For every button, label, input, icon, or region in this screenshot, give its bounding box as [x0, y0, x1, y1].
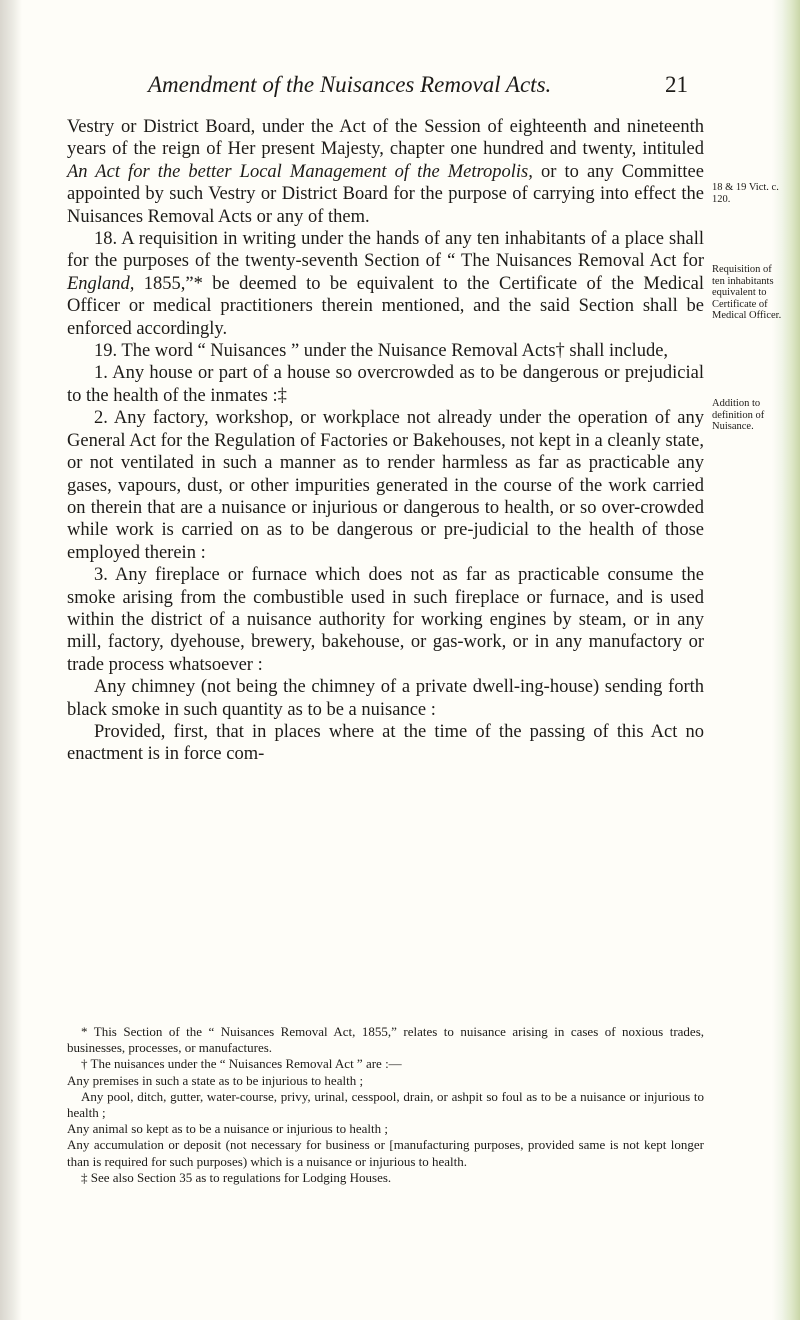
text-run: 18. A requisition in writing under the hands of any ten inhabitants of a place shall for the purposes of the twenty-seventh Section of “ The Nuisances Removal Act for	[67, 229, 704, 272]
footnote-dagger-line: Any animal so kept as to be a nuisance or injurious to health ;	[67, 1121, 388, 1137]
proviso-paragraph: Provided, first, that in places where at the time of the passing of this Act no enactment is in force com-	[67, 721, 704, 765]
text-run: or to any Committee appointed by such Vestry or District Board for the purpose of carrying into effect the Nuisances Removal Acts or any of them.	[67, 161, 704, 227]
continuation-paragraph	[67, 116, 704, 228]
main-text	[67, 116, 704, 766]
italic-run: England,	[67, 273, 135, 294]
text-run: 1855,”* be deemed to be equivalent to the Certificate of the Medical Officer or medical practitioners therein mentioned, and the said Section shall be enforced accordingly.	[67, 273, 704, 339]
act-title-italic: An Act for the better Local Management of the Metropolis,	[67, 161, 533, 182]
chimney-paragraph: Any chimney (not being the chimney of a private dwell-ing-house) sending forth black smoke in such quantity as to be a nuisance :	[67, 677, 704, 720]
text-run: Vestry or District Board, under the Act of the Session of eighteenth and nineteenth years of the reign of Her present Majesty, chapter one hundred and twenty, intituled	[67, 117, 704, 160]
footnote-dagger-line: Any pool, ditch, gutter, water-course, privy, urinal, cesspool, drain, or ashpit so foul as to be a nuisance or injurious to health ;	[67, 1088, 704, 1121]
margin-note-requisition: Requisition of ten inhabitants equivalent to Certificate of Medical Officer.	[712, 264, 782, 321]
footnote-double-dagger: ‡ See also Section 35 as to regulations for Lodging Houses.	[81, 1169, 392, 1185]
item-3: 3. Any fireplace or furnace which does not as far as practicable consume the smoke arising from the combustible used in such fireplace or furnace, and is used within the district of a nuisance authority for working engines by steam, or in any mill, factory, dyehouse, brewery, bakehouse, or gas-work, or in any manufactory or trade process whatsoever :	[67, 565, 704, 675]
section-18	[67, 228, 704, 340]
footnote-asterisk: * This Section of the “ Nuisances Removal Act, 1855,” relates to nuisance arising in cases of noxious trades, businesses, processes, or manufactures.	[67, 1024, 704, 1056]
margin-note-definition: Addition to definition of Nuisance.	[712, 398, 765, 432]
footnote-dagger-line: Any accumulation or deposit (not necessary for business or [manufacturing purposes, provided same is not kept longer than is required for such purposes) which is a nuisance or injurious to health.	[67, 1137, 704, 1169]
section-19: 19. The word “ Nuisances ” under the Nuisance Removal Acts† shall include,	[94, 341, 669, 362]
running-title: Amendment of the Nuisances Removal Acts.	[148, 72, 552, 97]
item-1: 1. Any house or part of a house so overcrowded as to be dangerous or prejudicial to the health of the inmates :‡	[67, 363, 704, 406]
margin-note-citation: 18 & 19 Vict. c. 120.	[712, 182, 779, 205]
running-header	[148, 72, 688, 104]
footnote-dagger-line: Any premises in such a state as to be injurious to health ;	[67, 1072, 364, 1088]
footnote-dagger: † The nuisances under the “ Nuisances Removal Act ” are :—	[81, 1056, 402, 1072]
footnotes	[67, 1024, 704, 1186]
book-gutter-edge	[0, 0, 22, 1320]
page-number: 21	[665, 72, 688, 97]
item-2: 2. Any factory, workshop, or workplace not already under the operation of any General Act for the Regulation of Factories or Bakehouses, not kept in a cleanly state, or not ventilated in such a manner as to render harmless as far as practicable any gases, vapours, dust, or other impurities generated in the course of the work carried on therein that are a nuisance or injurious or dangerous to health, or so over-crowded while work is carried on as to be dangerous or pre-judicial to the health of those employed therein :	[67, 408, 704, 563]
